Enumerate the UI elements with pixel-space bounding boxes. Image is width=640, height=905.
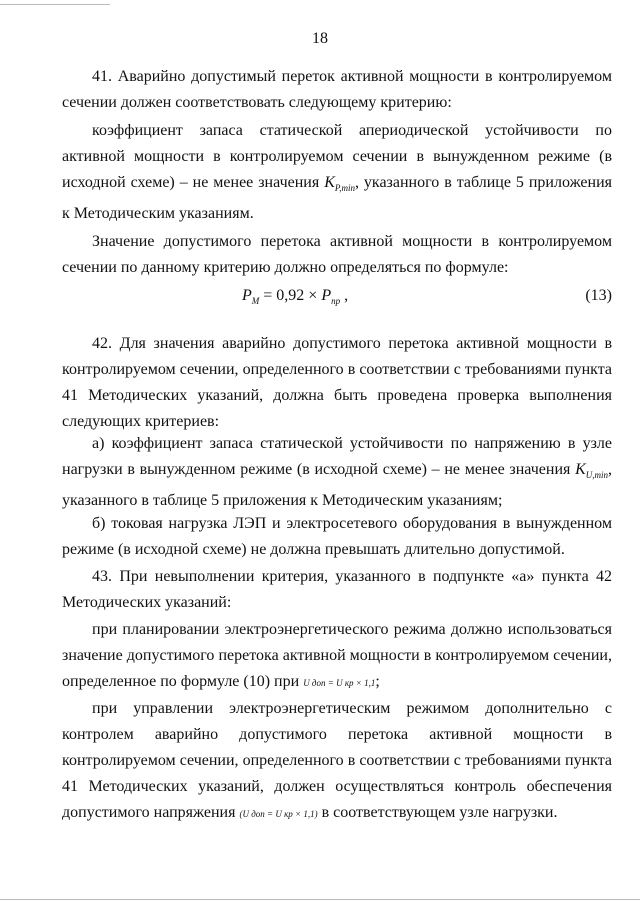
criterion-text-end: , указанного в таблице 5 приложения к Методическим указаниям. [62, 174, 613, 223]
formula-lhs-sub: M [251, 296, 260, 307]
formula-u-inline-2: (U доп = U кр × 1,1) [239, 809, 318, 819]
formula-body [242, 287, 348, 306]
paragraph-41-formula-intro [62, 229, 612, 281]
formula-tail: , [340, 287, 349, 304]
k-umin-subscript: U,min [585, 470, 608, 481]
paragraph-43-planning [62, 617, 612, 696]
k-umin-symbol: K [575, 461, 586, 478]
paragraph-41 [62, 64, 612, 116]
planning-text-end: ; [375, 673, 380, 690]
criterion-text: коэффициент запаса статической апериодической устойчивости по активной мощности в контролируемом сечении в вынужденном режиме (в исходной схеме) – не менее значения [62, 122, 612, 191]
paragraph-43-text: 43. При невыполнении критерия, указанного в подпункте «а» пункта 42 Методических указаний: [62, 568, 612, 611]
k-pmin-subscript: P,min [334, 183, 355, 194]
formula-rhs-sub: пр [331, 296, 341, 307]
formula-intro-text: Значение допустимого перетока активной мощности в контролируемом сечении по данному критерию должно определяться по формуле: [62, 233, 612, 276]
control-text: при управлении электроэнергетическим режимом дополнительно с контролем аварийно допустимого перетока активной мощности в контролируемом сечении, определенного в соответствии с требованиями пункта 41 Методических указаний, должен осуществляться контроль обеспечения допустимого напряжения [62, 700, 612, 821]
formula-13 [62, 287, 612, 313]
planning-text: при планировании электроэнергетического режима должно использоваться значение допустимого перетока активной мощности в контролируемом сечении, определенное по формуле (10) при [62, 621, 612, 690]
formula-rhs: P [321, 287, 332, 304]
paragraph-41-text: 41. Аварийно допустимый переток активной мощности в контролируемом сечении должен соответствовать следующему критерию: [62, 68, 612, 111]
paragraph-41-criterion [62, 118, 612, 227]
k-pmin-symbol: K [324, 174, 335, 191]
paragraph-42-a [62, 431, 612, 514]
paragraph-43-control [62, 696, 612, 827]
paragraph-43 [62, 564, 612, 616]
formula-u-inline: U доп = U кр × 1,1 [303, 678, 376, 688]
item-a-text: а) коэффициент запаса статической устойчивости по напряжению в узле нагрузки в вынужденном режиме (в исходной схеме) – не менее значения [62, 435, 612, 478]
paragraph-42 [62, 331, 612, 435]
page-number: 18 [312, 30, 328, 47]
item-a-text-end: , указанного в таблице 5 приложения к Методическим указаниям; [62, 461, 612, 510]
formula-number: (13) [585, 287, 612, 304]
scan-edge-bottom [0, 899, 640, 900]
formula-lhs: P [242, 287, 252, 304]
formula-eq: = 0,92 × [259, 287, 322, 304]
scan-edge-top [0, 4, 110, 5]
paragraph-42-text: 42. Для значения аварийно допустимого перетока активной мощности в контролируемом сечении, определенного в соответствии с требованиями пункта 41 Методических указаний, должна быть проведена проверка выполнения следующих критериев: [62, 335, 612, 430]
paragraph-42-b [62, 511, 612, 563]
item-b-text: б) токовая нагрузка ЛЭП и электросетевого оборудования в вынужденном режиме (в исходной схеме) не должна превышать длительно допустимой. [62, 515, 612, 558]
control-text-end: в соответствующем узле нагрузки. [321, 804, 558, 821]
